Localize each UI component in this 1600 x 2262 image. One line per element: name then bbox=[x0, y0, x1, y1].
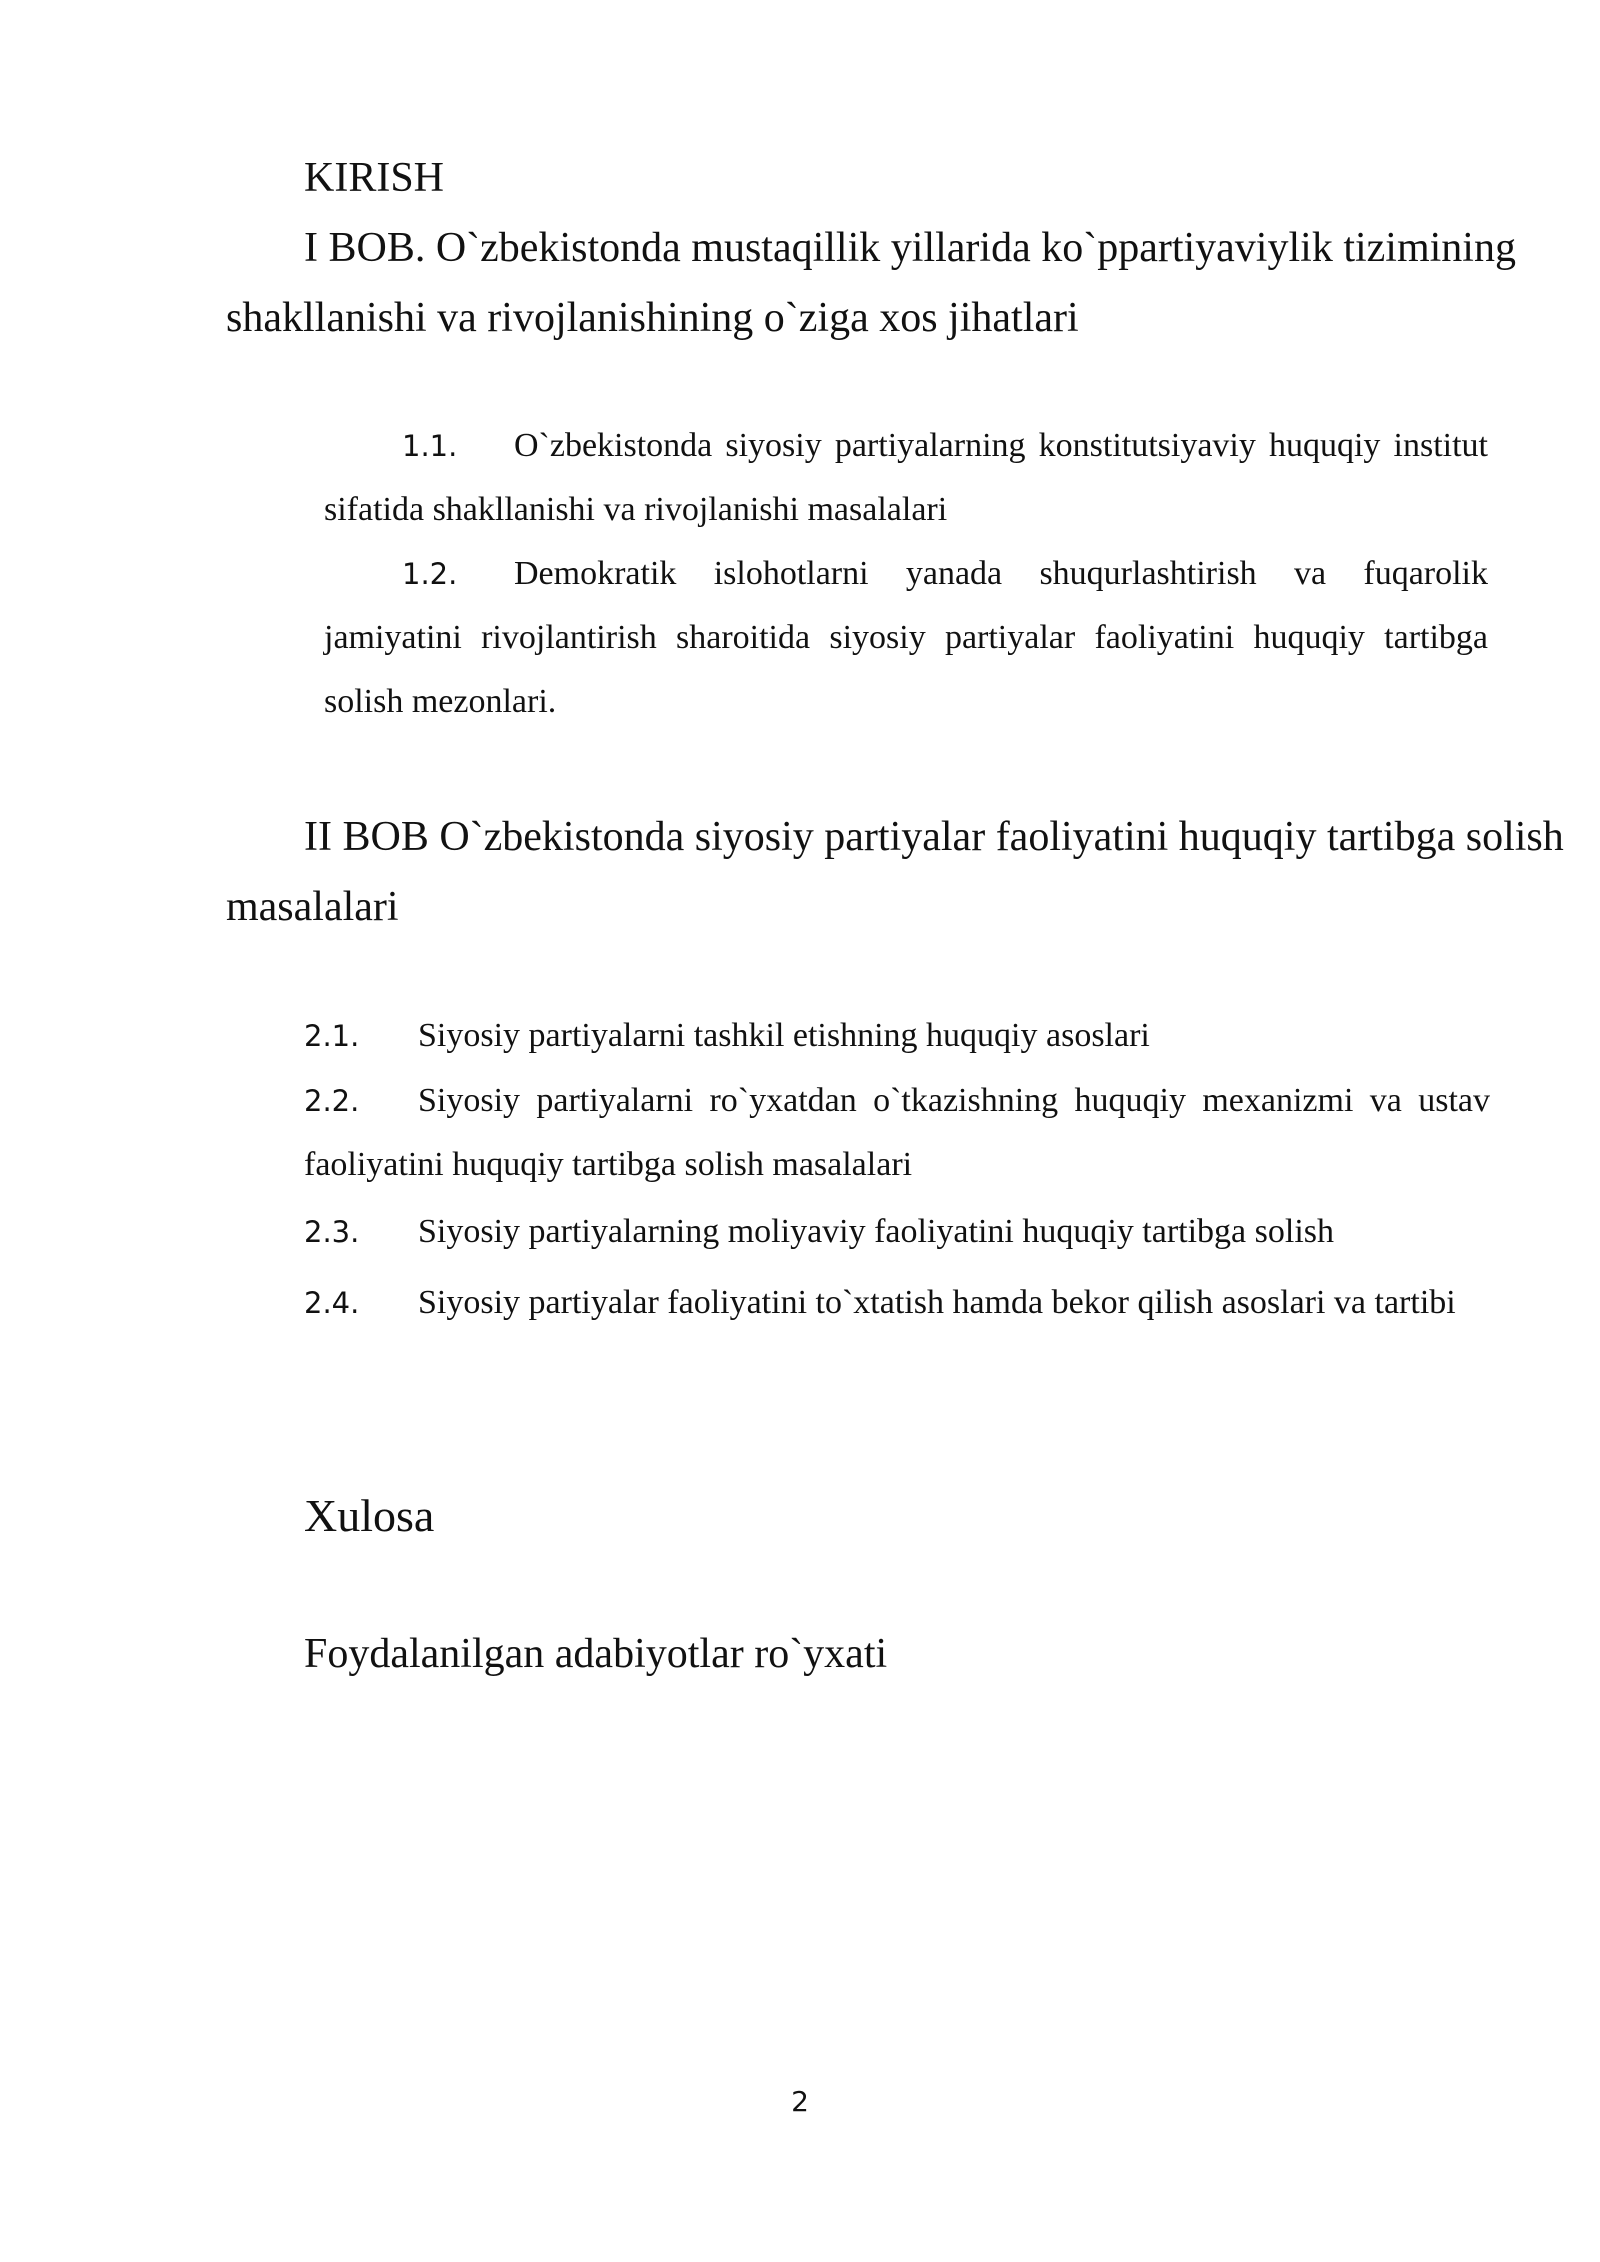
toc-item-number: 1.1. bbox=[402, 429, 458, 463]
toc-item-number: 2.1. bbox=[304, 1019, 360, 1053]
toc-item-2-1 bbox=[304, 1004, 1490, 1068]
chapter-2-title: II BOB O`zbekistonda siyosiy partiyalar faoliyatini huquqiy tartibga solish masalalari bbox=[226, 814, 1564, 930]
toc-item-text: Siyosiy partiyalarni ro`yxatdan o`tkazishning huquqiy mexanizmi va ustav faoliyatini huquqiy tartibga solish masalalari bbox=[304, 1082, 1490, 1183]
toc-item-number: 2.2. bbox=[304, 1084, 360, 1118]
toc-item-text: Siyosiy partiyalarning moliyaviy faoliyatini huquqiy tartibga solish bbox=[418, 1213, 1334, 1250]
toc-item-text: O`zbekistonda siyosiy partiyalarning konstitutsiyaviy huquqiy institut sifatida shakllanishi va rivojlanishi masalalari bbox=[324, 427, 1488, 528]
toc-item-1-1 bbox=[324, 414, 1488, 542]
toc-item-number: 2.4. bbox=[304, 1286, 360, 1320]
toc-item-2-3 bbox=[304, 1200, 1490, 1264]
toc-item-text: Siyosiy partiyalarni tashkil etishning huquqiy asoslari bbox=[418, 1017, 1150, 1054]
page-number: 2 bbox=[791, 2085, 809, 2118]
toc-item-2-2 bbox=[304, 1069, 1490, 1197]
toc-item-2-4 bbox=[226, 1270, 1490, 1336]
references-heading: Foydalanilgan adabiyotlar ro`yxati bbox=[304, 1631, 888, 1677]
conclusion-heading: Xulosa bbox=[304, 1490, 435, 1541]
toc-item-1-2 bbox=[324, 542, 1488, 734]
intro-heading: KIRISH bbox=[304, 155, 445, 201]
toc-item-number: 1.2. bbox=[402, 557, 458, 591]
toc-item-text: Siyosiy partiyalar faoliyatini to`xtatish hamda bekor qilish asoslari va tartibi bbox=[418, 1284, 1456, 1321]
toc-item-number: 2.3. bbox=[304, 1215, 360, 1249]
toc-item-text: Demokratik islohotlarni yanada shuqurlashtirish va fuqarolik jamiyatini rivojlantirish sharoitida siyosiy partiyalar faoliyatini huquqiy tartibga solish mezonlari. bbox=[324, 555, 1488, 720]
chapter-1-title: I BOB. O`zbekistonda mustaqillik yillarida ko`ppartiyaviylik tizimining shakllanishi va rivojlanishining o`ziga xos jihatlari bbox=[226, 225, 1516, 341]
